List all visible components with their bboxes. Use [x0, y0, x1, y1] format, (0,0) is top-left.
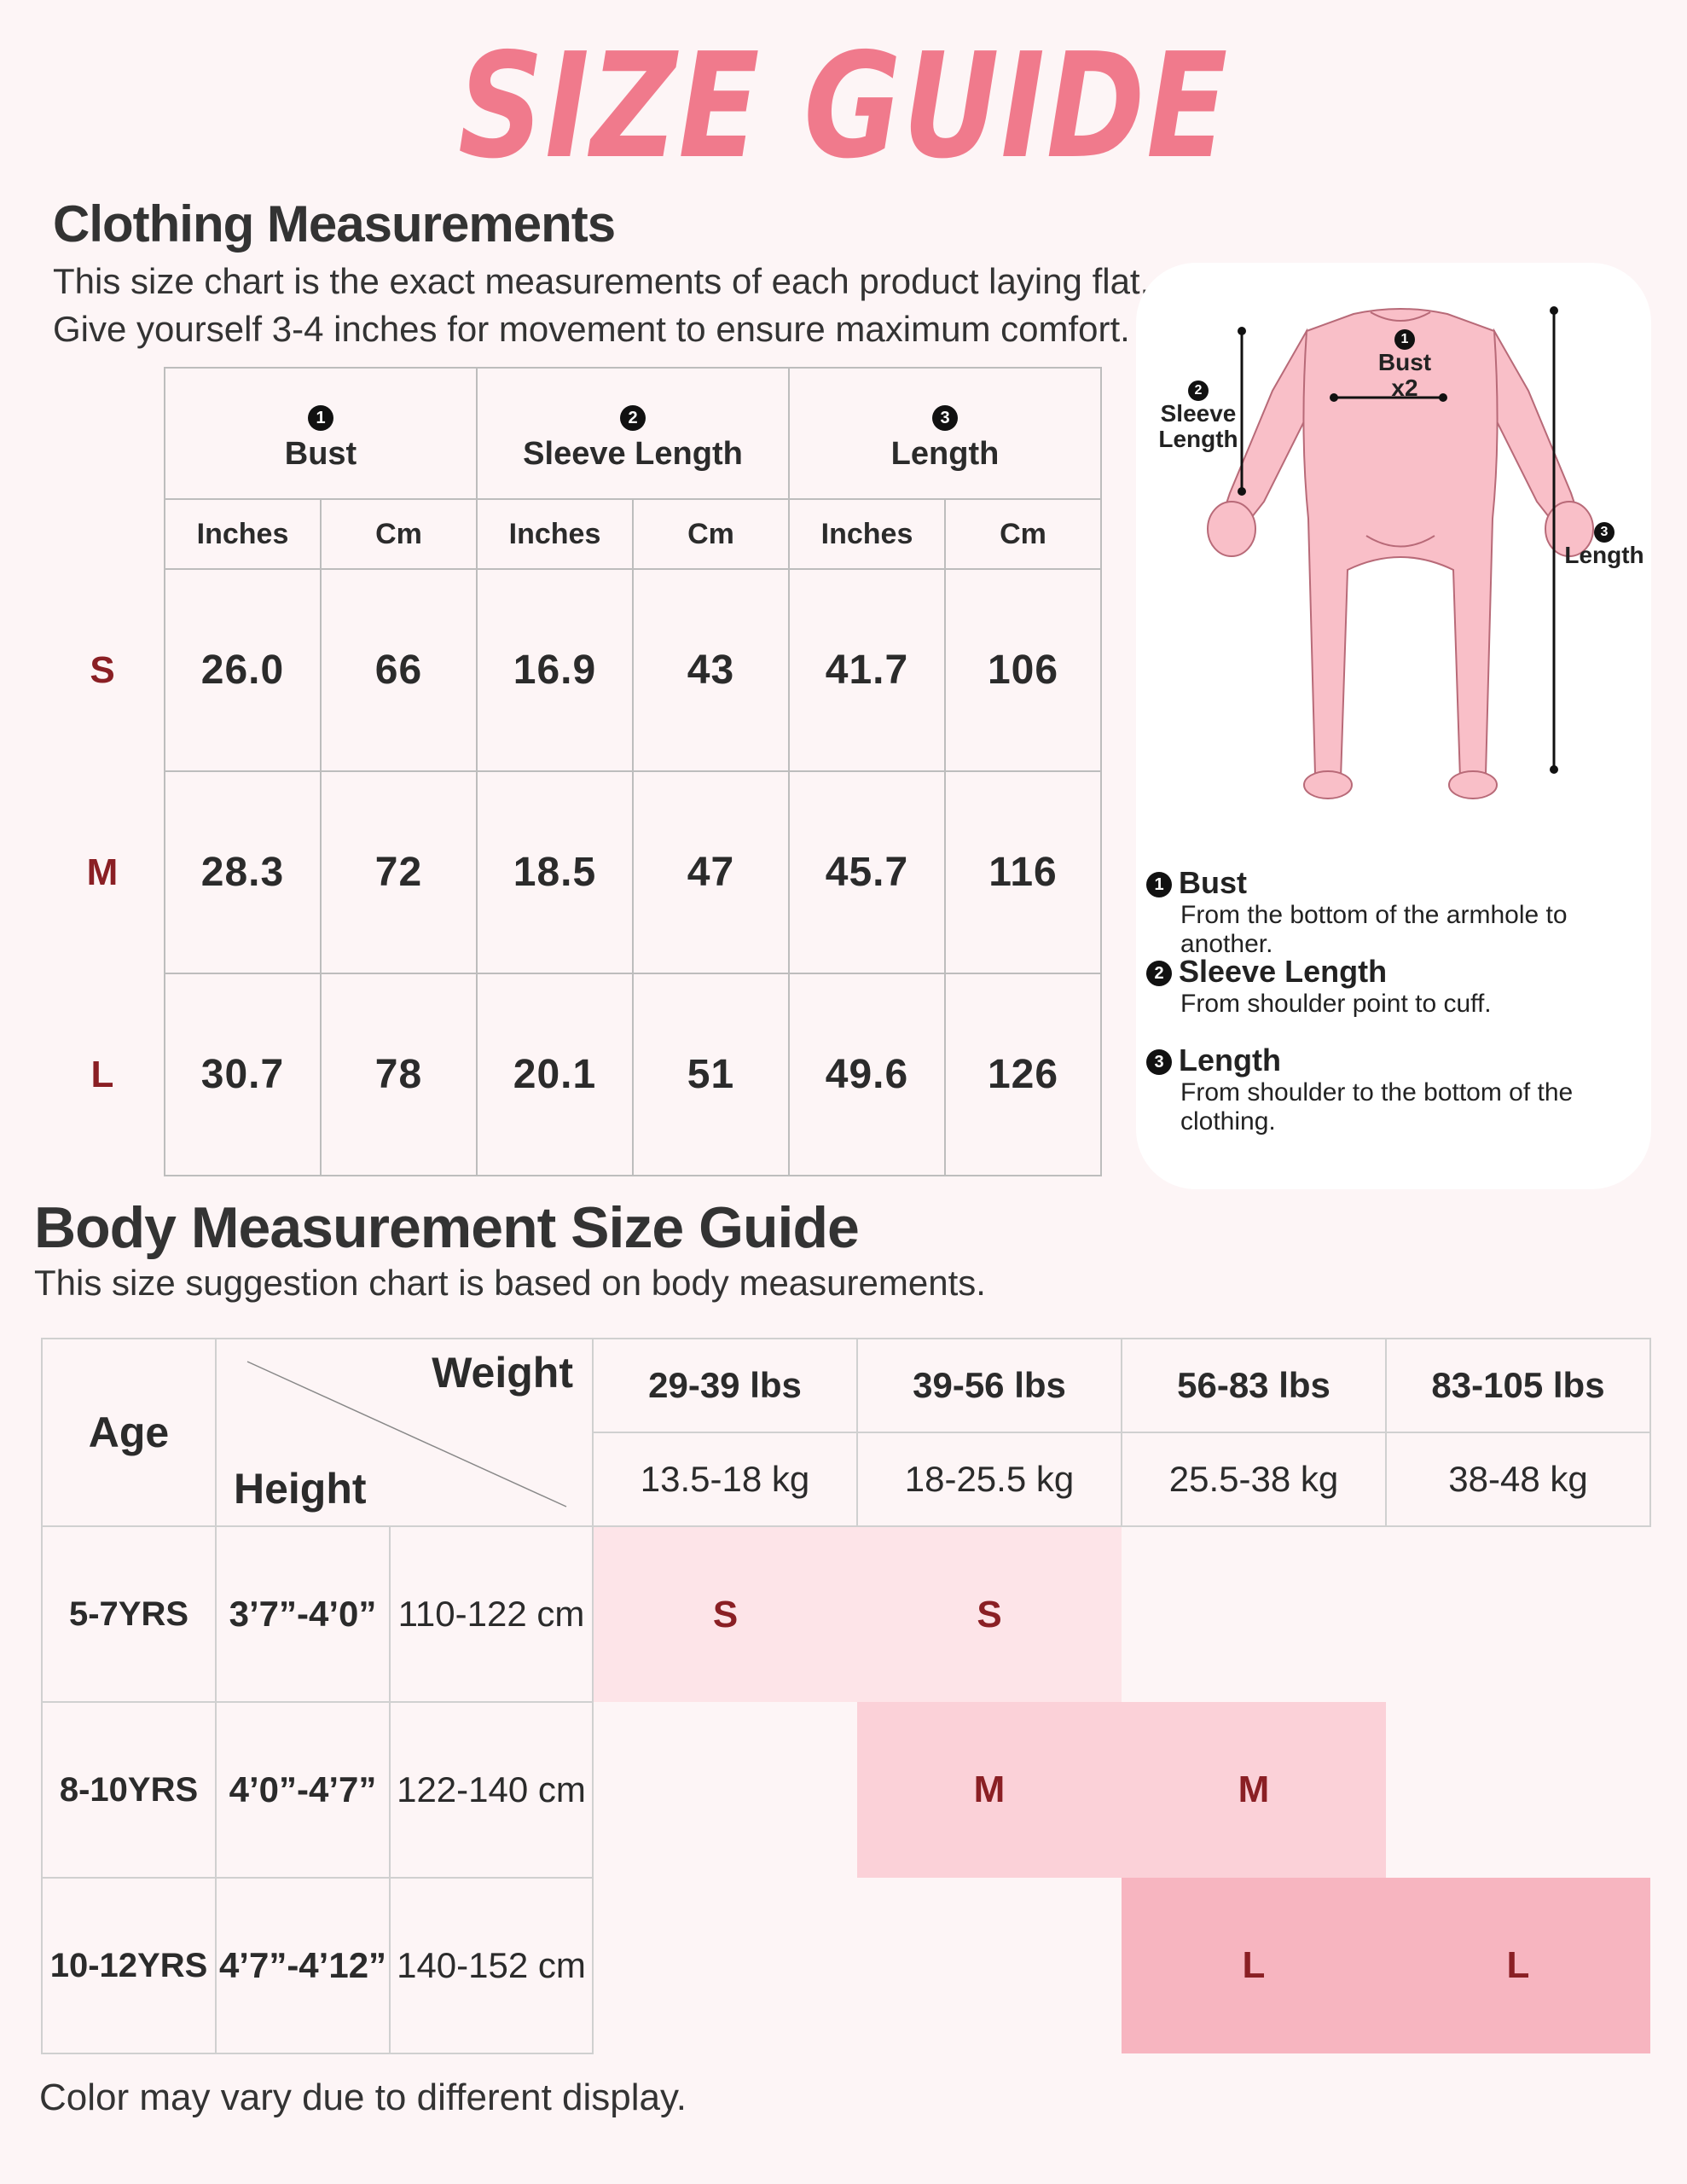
- annotation-label: Sleeve: [1160, 400, 1237, 427]
- table-cell: 16.9: [477, 569, 633, 771]
- age-cell: 8-10YRS: [42, 1702, 216, 1878]
- size-cell: [857, 1878, 1122, 2053]
- table-cell: 116: [945, 771, 1101, 973]
- weight-lbs-header: 39-56 lbs: [857, 1339, 1122, 1432]
- table-cell: 49.6: [789, 973, 945, 1176]
- group-label: Bust: [284, 435, 357, 472]
- table-cell: 41.7: [789, 569, 945, 771]
- age-cell: 10-12YRS: [42, 1878, 216, 2053]
- bust-line-end: [1330, 393, 1338, 402]
- definition-title: Length: [1179, 1043, 1281, 1077]
- size-label: L: [41, 973, 165, 1176]
- group-header-sleeve: [477, 368, 789, 499]
- table-cell: 45.7: [789, 771, 945, 973]
- size-cell: [1386, 1526, 1650, 1702]
- corner-blank: [41, 499, 165, 569]
- right-foot: [1449, 771, 1497, 799]
- unit-header: Inches: [165, 499, 321, 569]
- weight-kg-header: 13.5-18 kg: [593, 1432, 857, 1526]
- table-cell: 47: [633, 771, 789, 973]
- number-badge: 3: [932, 405, 958, 431]
- table-row: [41, 771, 1101, 973]
- right-sleeve: [1490, 331, 1580, 526]
- footer-note: Color may vary due to different display.: [39, 2077, 687, 2118]
- age-cell: 5-7YRS: [42, 1526, 216, 1702]
- corner-blank: [41, 368, 165, 499]
- table-cell: 78: [321, 973, 477, 1176]
- definition-sleeve: [1146, 954, 1649, 1019]
- sleeve-line-end: [1238, 327, 1246, 335]
- definition-title: Sleeve Length: [1179, 954, 1388, 989]
- size-cell: S: [593, 1526, 857, 1702]
- number-badge: 1: [308, 405, 333, 431]
- number-badge: 2: [1146, 961, 1172, 986]
- annotation-label: Length: [1564, 542, 1644, 568]
- weight-lbs-header: 83-105 lbs: [1386, 1339, 1650, 1432]
- left-foot: [1304, 771, 1352, 799]
- size-cell: [1386, 1702, 1650, 1878]
- table-cell: 28.3: [165, 771, 321, 973]
- definition-desc: From shoulder to the bottom of the clothing.: [1180, 1078, 1574, 1136]
- weight-label: Weight: [432, 1349, 573, 1397]
- unit-header: Inches: [789, 499, 945, 569]
- weight-kg-header: 38-48 kg: [1386, 1432, 1650, 1526]
- clothing-desc-2: Give yourself 3-4 inches for movement to ensure maximum comfort.: [53, 309, 1130, 349]
- weight-height-header: [216, 1339, 593, 1526]
- size-label: M: [41, 771, 165, 973]
- size-label: S: [41, 569, 165, 771]
- clothing-desc-1: This size chart is the exact measurements of each product laying flat.: [53, 261, 1151, 301]
- unit-header: Cm: [633, 499, 789, 569]
- table-cell: 26.0: [165, 569, 321, 771]
- table-cell: 72: [321, 771, 477, 973]
- number-badge: 2: [1188, 380, 1209, 401]
- unit-header: Cm: [321, 499, 477, 569]
- group-label: Sleeve Length: [523, 435, 743, 472]
- group-header-length: [789, 368, 1101, 499]
- table-cell: 43: [633, 569, 789, 771]
- height-cm-cell: 140-152 cm: [390, 1878, 593, 2053]
- body-size-table: [41, 1338, 1651, 2054]
- table-cell: 126: [945, 973, 1101, 1176]
- definition-length: [1146, 1043, 1649, 1136]
- table-row: [41, 973, 1101, 1176]
- number-badge: 2: [620, 405, 646, 431]
- sleeve-line-end: [1238, 487, 1246, 496]
- measurement-panel: [1136, 263, 1651, 1189]
- table-cell: 20.1: [477, 973, 633, 1176]
- group-label: Length: [890, 435, 1000, 472]
- group-header-bust: [165, 368, 477, 499]
- size-cell: [593, 1702, 857, 1878]
- height-cm-cell: 110-122 cm: [390, 1526, 593, 1702]
- number-badge: 1: [1394, 329, 1415, 350]
- page-title: SIZE GUIDE: [458, 22, 1229, 191]
- weight-lbs-header: 29-39 lbs: [593, 1339, 857, 1432]
- definition-desc: From the bottom of the armhole to another.: [1180, 901, 1568, 958]
- bust-annotation: [1358, 322, 1452, 401]
- height-ft-cell: 4’0”-4’7”: [216, 1702, 390, 1878]
- length-line-end: [1550, 765, 1558, 774]
- left-mitten: [1208, 502, 1255, 556]
- definition-bust: [1146, 865, 1649, 959]
- sleeve-annotation: [1151, 374, 1245, 452]
- definition-title: Bust: [1179, 865, 1247, 900]
- number-badge: 1: [1146, 872, 1172, 897]
- length-line-end: [1550, 306, 1558, 315]
- definition-desc: From shoulder point to cuff.: [1180, 990, 1492, 1018]
- unit-header: Inches: [477, 499, 633, 569]
- size-cell: M: [1122, 1702, 1386, 1878]
- clothing-table: [41, 367, 1102, 1176]
- body-desc: This size suggestion chart is based on body measurements.: [34, 1263, 986, 1303]
- size-cell: L: [1386, 1878, 1650, 2053]
- annotation-label: Length: [1158, 426, 1238, 452]
- table-cell: 51: [633, 973, 789, 1176]
- unit-header: Cm: [945, 499, 1101, 569]
- weight-kg-header: 25.5-38 kg: [1122, 1432, 1386, 1526]
- table-cell: 30.7: [165, 973, 321, 1176]
- size-cell: M: [857, 1702, 1122, 1878]
- height-ft-cell: 4’7”-4’12”: [216, 1878, 390, 2053]
- size-cell: [593, 1878, 857, 2053]
- height-label: Height: [234, 1465, 367, 1513]
- table-cell: 106: [945, 569, 1101, 771]
- size-cell: S: [857, 1526, 1122, 1702]
- size-cell: L: [1122, 1878, 1386, 2053]
- height-ft-cell: 3’7”-4’0”: [216, 1526, 390, 1702]
- annotation-label: x2: [1391, 375, 1418, 401]
- height-cm-cell: 122-140 cm: [390, 1702, 593, 1878]
- table-row: [42, 1702, 1650, 1878]
- age-header: Age: [42, 1339, 216, 1526]
- annotation-label: Bust: [1377, 349, 1432, 375]
- number-badge: 3: [1146, 1049, 1172, 1075]
- body-heading: Body Measurement Size Guide: [34, 1195, 859, 1260]
- clothing-heading: Clothing Measurements: [53, 195, 616, 253]
- number-badge: 3: [1594, 522, 1615, 543]
- size-cell: [1122, 1526, 1386, 1702]
- table-row: [41, 569, 1101, 771]
- table-row: [42, 1526, 1650, 1702]
- table-cell: 18.5: [477, 771, 633, 973]
- weight-kg-header: 18-25.5 kg: [857, 1432, 1122, 1526]
- table-cell: 66: [321, 569, 477, 771]
- table-row: [42, 1878, 1650, 2053]
- weight-lbs-header: 56-83 lbs: [1122, 1339, 1386, 1432]
- length-annotation: [1557, 515, 1651, 568]
